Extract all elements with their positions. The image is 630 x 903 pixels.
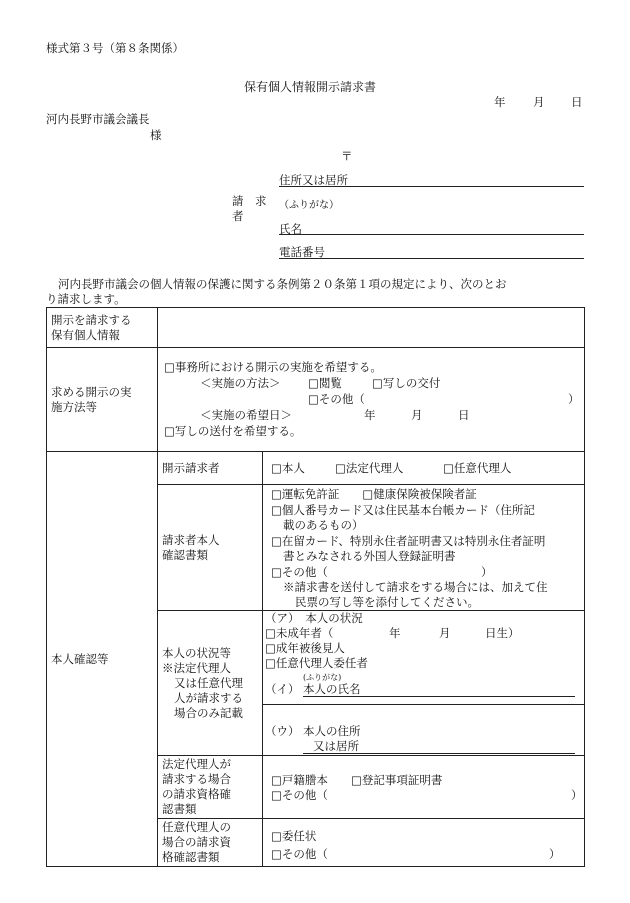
- row-requested-info: [47, 308, 585, 348]
- id-documents-field: [263, 485, 585, 611]
- principal-status-label: 本人の状況等 ※法定代理人 又は任意代理 人が請求する 場合のみ記載: [158, 611, 263, 756]
- date-day-label: 日: [571, 95, 583, 109]
- address-label: 住所又は居所: [279, 173, 348, 187]
- doc-note-1: ※請求書を送付して請求をする場合には、加えて住: [283, 580, 548, 594]
- minor-year: 年: [389, 626, 401, 640]
- voluntary-agent-docs-field: [263, 819, 585, 867]
- requested-info-label: 開示を請求する 保有個人情報: [47, 308, 158, 348]
- form-number: 様式第３号（第８条関係）: [46, 41, 184, 55]
- power-of-attorney-checkbox[interactable]: □委任状: [271, 829, 317, 843]
- ward-checkbox[interactable]: □成年被後見人: [265, 641, 345, 655]
- doc-license-checkbox[interactable]: □運転免許証 □健康保険被保険者証: [271, 487, 477, 501]
- doc-mynumber-cont: 載のあるもの）: [283, 518, 364, 532]
- wish-day: 日: [458, 408, 470, 422]
- legal-other-checkbox[interactable]: □その他（: [271, 788, 328, 802]
- furigana-label: （ふりがな）: [279, 200, 339, 211]
- voluntary-agent-checkbox[interactable]: □任意代理人: [443, 461, 512, 475]
- principal-name-line[interactable]: [303, 696, 575, 697]
- method-other-checkbox[interactable]: □その他（: [308, 392, 365, 406]
- request-form-table: [46, 307, 585, 867]
- vol-other-checkbox[interactable]: □その他（: [271, 847, 328, 861]
- principal-status-field: [263, 611, 585, 756]
- row-disclosure-method: [47, 348, 585, 452]
- vol-other-close: ）: [549, 847, 561, 861]
- intro-line-1: 河内長野市議会の個人情報の保護に関する条例第２０条第１項の規定により、次のとお: [58, 277, 507, 291]
- self-checkbox[interactable]: □本人: [271, 461, 305, 475]
- method-label: ＜実施の方法＞: [200, 376, 281, 390]
- address-line[interactable]: [279, 186, 584, 187]
- disclosure-method-field: [158, 348, 585, 452]
- doc-other-checkbox[interactable]: □その他（: [271, 565, 328, 579]
- view-checkbox[interactable]: □閲覧: [308, 376, 342, 390]
- addressee-honorific: 様: [150, 128, 162, 142]
- legal-agent-docs-label: 法定代理人が 請求する場合 の請求資格確 認書類: [158, 756, 263, 819]
- principal-addr-line[interactable]: [303, 753, 575, 754]
- page-title: 保有個人情報開示請求書: [244, 80, 377, 94]
- requester-label-1: 請 求: [232, 194, 267, 208]
- date-month-label: 月: [533, 95, 545, 109]
- office-checkbox[interactable]: □事務所における開示の実施を希望する。: [164, 360, 382, 374]
- principal-name-label: 本人の氏名: [303, 682, 361, 696]
- requested-info-field[interactable]: [158, 308, 585, 348]
- name-label: 氏名: [279, 222, 302, 236]
- requester-label-2: 者: [232, 209, 244, 223]
- doc-residence-checkbox[interactable]: □在留カード、特別永住者証明書又は特別永住者証明: [271, 534, 546, 548]
- principal-addr-label-1: 本人の住所: [303, 724, 361, 738]
- doc-note-2: 民票の写し等を添付してください。: [295, 595, 479, 609]
- principal-checkbox[interactable]: □任意代理人委任者: [265, 656, 368, 670]
- wish-month: 月: [411, 408, 423, 422]
- disclosure-method-label: 求める開示の実 施方法等: [47, 348, 158, 452]
- copy-checkbox[interactable]: □写しの交付: [372, 376, 441, 390]
- status-a-label: （ア） 本人の状況: [265, 611, 363, 625]
- registry-checkbox[interactable]: □登記事項証明書: [351, 773, 443, 787]
- requester-type-field: [263, 452, 585, 485]
- minor-day: 日生）: [485, 626, 520, 640]
- intro-line-2: り請求します。: [46, 292, 126, 306]
- legal-agent-checkbox[interactable]: □法定代理人: [335, 461, 404, 475]
- name-line[interactable]: [279, 234, 584, 235]
- date-year-label: 年: [494, 95, 506, 109]
- wish-year: 年: [364, 408, 376, 422]
- status-divider: [263, 704, 585, 705]
- phone-line[interactable]: [279, 258, 584, 259]
- minor-month: 月: [439, 626, 451, 640]
- legal-agent-docs-field: [263, 756, 585, 819]
- postal-mark: 〒: [341, 149, 353, 163]
- minor-checkbox[interactable]: □未成年者（: [265, 626, 334, 640]
- date-label: ＜実施の希望日＞: [200, 408, 292, 422]
- voluntary-agent-docs-label: 任意代理人の 場合の請求資 格確認書類: [158, 819, 263, 867]
- row-requester-type: [47, 452, 585, 485]
- status-i-label: （イ）: [265, 682, 300, 696]
- method-other-close: ）: [568, 392, 580, 406]
- doc-residence-cont: 書とみなされる外国人登録証明書: [283, 549, 456, 563]
- mail-checkbox[interactable]: □写しの送付を希望する。: [164, 424, 302, 438]
- principal-addr-label-2: 又は居所: [313, 739, 359, 753]
- status-u-label: （ウ）: [265, 724, 300, 738]
- legal-other-close: ）: [571, 788, 583, 802]
- id-documents-label: 請求者本人 確認書類: [158, 485, 263, 611]
- identity-label: 本人確認等: [47, 452, 158, 867]
- doc-other-close: ）: [481, 565, 493, 579]
- requester-type-label: 開示請求者: [158, 452, 263, 485]
- doc-mynumber-checkbox[interactable]: □個人番号カード又は住民基本台帳カード（住所記: [271, 503, 535, 517]
- phone-label: 電話番号: [279, 245, 325, 259]
- addressee: 河内長野市議会議長: [46, 112, 150, 126]
- koseki-checkbox[interactable]: □戸籍謄本: [271, 773, 328, 787]
- status-furigana: (ふりがな): [303, 673, 342, 682]
